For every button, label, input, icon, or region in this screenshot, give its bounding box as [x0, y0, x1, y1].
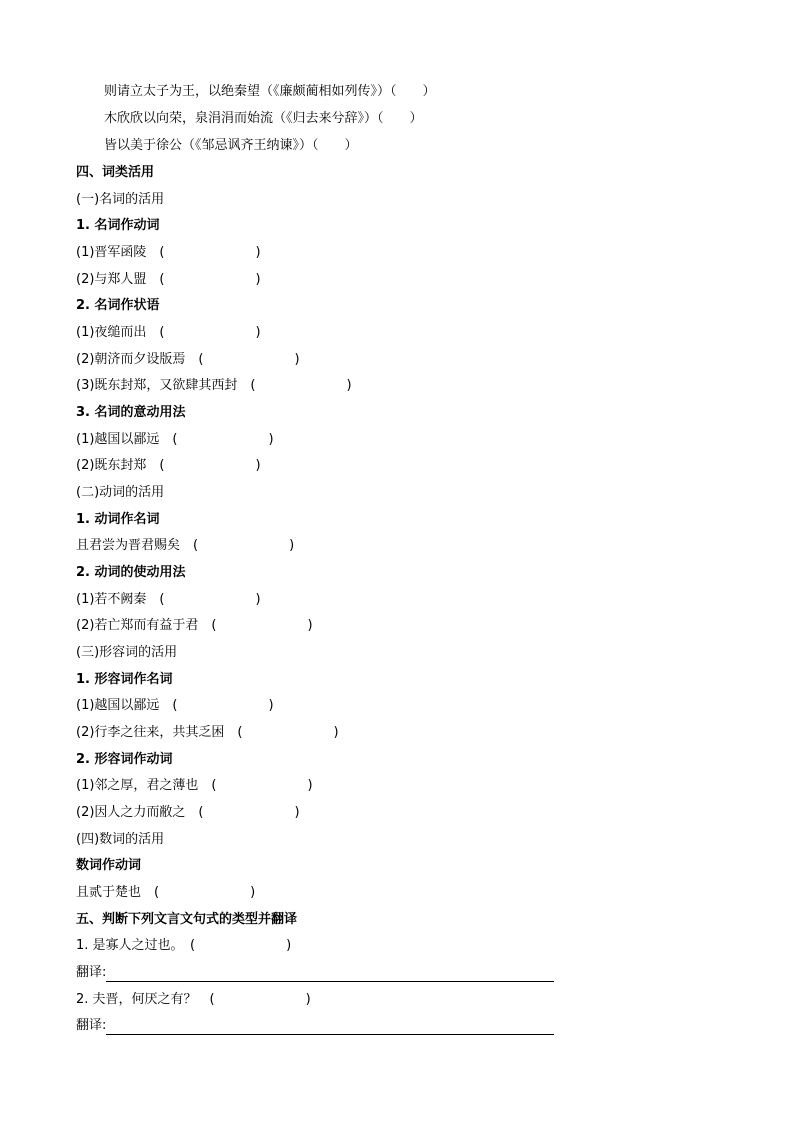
adj-heading: (三)形容词的活用 [76, 645, 178, 660]
num-heading: (四)数词的活用 [76, 832, 165, 847]
list-item: 且君尝为晋君赐矣 ( ) [76, 538, 295, 553]
list-item: (1)夜缒而出 ( ) [76, 325, 261, 340]
translate-label: 翻译: [76, 1018, 107, 1033]
adj-sub1-title: 1. 形容词作名词 [76, 672, 173, 687]
list-item: (2)若亡郑而有益于君 ( ) [76, 618, 313, 633]
list-item: (1)若不阙秦 ( ) [76, 592, 261, 607]
translate-row-2 [76, 1017, 554, 1035]
translate-label: 翻译: [76, 965, 107, 980]
translate-row-1 [76, 964, 554, 982]
list-item: (2)与郑人盟 ( ) [76, 272, 261, 287]
answer-line[interactable] [106, 1020, 554, 1035]
num-sub1-title: 数词作动词 [76, 858, 142, 873]
question-1: 1. 是寡人之过也。 ( ) [76, 938, 292, 953]
verb-heading: (二)动词的活用 [76, 485, 165, 500]
verb-sub1-title: 1. 动词作名词 [76, 512, 160, 527]
verb-sub2-title: 2. 动词的使动用法 [76, 565, 186, 580]
noun-sub3-title: 3. 名词的意动用法 [76, 405, 186, 420]
section4-heading: 四、词类活用 [76, 165, 155, 180]
prior-item-2: 木欣欣以向荣，泉涓涓而始流（《归去来兮辞》）（ ） [104, 111, 423, 126]
list-item: (3)既东封郑，又欲肆其西封 ( ) [76, 378, 352, 393]
answer-line[interactable] [106, 967, 554, 982]
question-2: 2. 夫晋，何厌之有？ ( ) [76, 992, 311, 1007]
list-item: (1)晋军函陵 ( ) [76, 245, 261, 260]
noun-heading: (一)名词的活用 [76, 192, 165, 207]
list-item: (1)邻之厚，君之薄也 ( ) [76, 778, 313, 793]
prior-item-1: 则请立太子为王，以绝秦望（《廉颇蔺相如列传》）（ ） [104, 84, 436, 99]
adj-sub2-title: 2. 形容词作动词 [76, 752, 173, 767]
prior-item-3: 皆以美于徐公（《邹忌讽齐王纳谏》）（ ） [104, 138, 358, 153]
list-item: (2)朝济而夕设版焉 ( ) [76, 352, 300, 367]
list-item: (1)越国以鄙远 ( ) [76, 698, 274, 713]
noun-sub1-title: 1. 名词作动词 [76, 218, 160, 233]
section5-heading: 五、判断下列文言文句式的类型并翻译 [76, 912, 298, 927]
list-item: 且贰于楚也 ( ) [76, 885, 256, 900]
noun-sub2-title: 2. 名词作状语 [76, 298, 160, 313]
list-item: (2)既东封郑 ( ) [76, 458, 261, 473]
list-item: (1)越国以鄙远 ( ) [76, 432, 274, 447]
list-item: (2)因人之力而敝之 ( ) [76, 805, 300, 820]
list-item: (2)行李之往来，共其乏困 ( ) [76, 725, 339, 740]
